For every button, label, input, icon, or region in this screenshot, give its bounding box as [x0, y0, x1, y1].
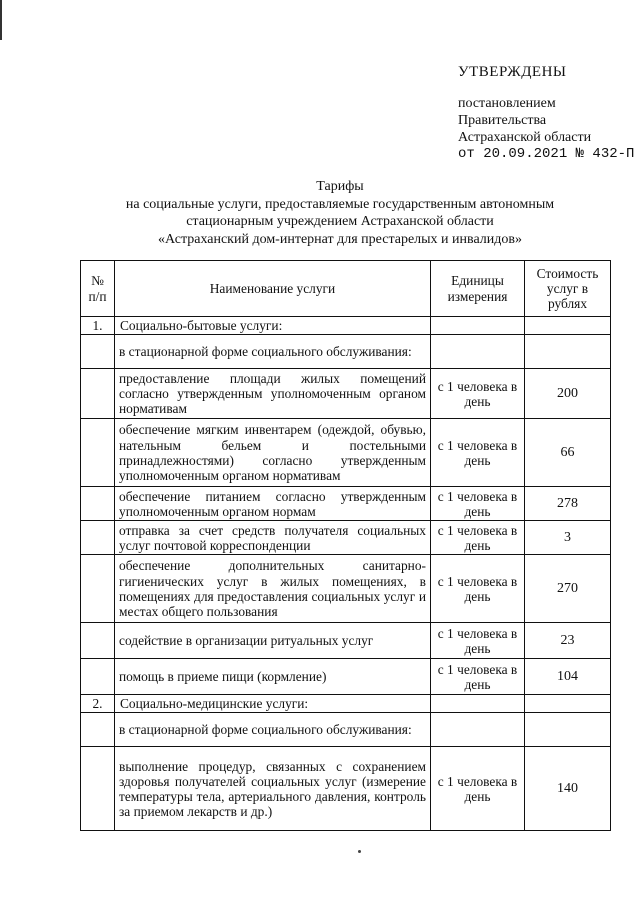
- scan-edge-mark: [0, 0, 2, 40]
- table-header-row: [81, 261, 611, 317]
- tariffs-table: [80, 260, 611, 831]
- cell-name: выполнение процедур, связанных с сохранением здоровья получателей социальных услуг (измерение температуры тела, артериального давления, контроль за приемом лекарств и др.): [115, 747, 431, 831]
- cell-no: [81, 521, 115, 555]
- title-main: Тарифы: [316, 179, 364, 194]
- cell-unit: с 1 человека в день: [431, 487, 525, 521]
- cell-cost: 200: [525, 369, 611, 419]
- cell-no: [81, 369, 115, 419]
- cell-cost: 23: [525, 623, 611, 659]
- title-line-3: «Астраханский дом-интернат для престарелых и инвалидов»: [157, 231, 523, 247]
- cell-cost: 104: [525, 659, 611, 695]
- cell-name: Социально-бытовые услуги:: [115, 317, 431, 335]
- cell-name: в стационарной форме социального обслуживания:: [115, 335, 431, 369]
- cell-name: обеспечение питанием согласно утвержденным уполномоченным органом нормам: [115, 487, 431, 521]
- cell-name: помощь в приеме пищи (кормление): [115, 659, 431, 695]
- header-unit: Единицы измерения: [431, 261, 525, 317]
- cell-no: [81, 623, 115, 659]
- cell-name: в стационарной форме социального обслуживания:: [115, 713, 431, 747]
- cell-name: отправка за счет средств получателя социальных услуг почтовой корреспонденции: [115, 521, 431, 555]
- cell-unit: [431, 713, 525, 747]
- table-row: [81, 747, 611, 831]
- title-line-2: стационарным учреждением Астраханской области: [186, 214, 494, 229]
- approval-block: [458, 64, 634, 163]
- cell-name: Социально-медицинские услуги:: [115, 695, 431, 713]
- approval-line-2: Правительства: [458, 113, 547, 128]
- header-no: № п/п: [81, 261, 115, 317]
- approval-line-1: постановлением: [458, 96, 556, 111]
- cell-no: [81, 747, 115, 831]
- cell-unit: [431, 317, 525, 335]
- cell-unit: с 1 человека в день: [431, 521, 525, 555]
- table-row: [81, 659, 611, 695]
- cell-no: [81, 487, 115, 521]
- table-row: [81, 713, 611, 747]
- cell-no: 1.: [81, 317, 115, 335]
- cell-no: 2.: [81, 695, 115, 713]
- table-row: [81, 521, 611, 555]
- approval-heading: УТВЕРЖДЕНЫ: [458, 64, 567, 80]
- cell-cost: 140: [525, 747, 611, 831]
- cell-unit: с 1 человека в день: [431, 555, 525, 623]
- cell-no: [81, 419, 115, 487]
- header-name: Наименование услуги: [115, 261, 431, 317]
- cell-unit: с 1 человека в день: [431, 623, 525, 659]
- approval-line-3: Астраханской области: [458, 130, 592, 145]
- cell-unit: с 1 человека в день: [431, 659, 525, 695]
- cell-no: [81, 713, 115, 747]
- cell-cost: [525, 713, 611, 747]
- cell-unit: с 1 человека в день: [431, 747, 525, 831]
- cell-name: обеспечение дополнительных санитарно-гигиенических услуг в жилых помещениях, в помещениях для предоставления социальных услуг и местах общего пользования: [115, 555, 431, 623]
- table-row: [81, 369, 611, 419]
- cell-cost: 270: [525, 555, 611, 623]
- cell-no: [81, 659, 115, 695]
- title-line-1: на социальные услуги, предоставляемые государственным автономным: [125, 196, 555, 212]
- cell-name: обеспечение мягким инвентарем (одеждой, обувью, нательным бельем и постельными принадлежностями) согласно утвержденным уполномоченным органом нормативам: [115, 419, 431, 487]
- table-row: [81, 335, 611, 369]
- table-row: [81, 317, 611, 335]
- scan-dot: [358, 850, 361, 853]
- header-cost: Стоимость услуг в рублях: [525, 261, 611, 317]
- cell-cost: [525, 695, 611, 713]
- cell-unit: [431, 695, 525, 713]
- table-row: [81, 555, 611, 623]
- table-row: [81, 419, 611, 487]
- cell-cost: 66: [525, 419, 611, 487]
- cell-unit: с 1 человека в день: [431, 419, 525, 487]
- cell-name: содействие в организации ритуальных услуг: [115, 623, 431, 659]
- cell-unit: с 1 человека в день: [431, 369, 525, 419]
- table-row: [81, 487, 611, 521]
- cell-cost: 3: [525, 521, 611, 555]
- cell-cost: [525, 317, 611, 335]
- document-title: [60, 178, 620, 248]
- table-row: [81, 623, 611, 659]
- cell-cost: 278: [525, 487, 611, 521]
- cell-no: [81, 335, 115, 369]
- table-row: [81, 695, 611, 713]
- cell-no: [81, 555, 115, 623]
- cell-unit: [431, 335, 525, 369]
- approval-date-line: от 20.09.2021 № 432-П: [458, 146, 635, 162]
- cell-name: предоставление площади жилых помещений согласно утвержденным уполномоченным органом нормативам: [115, 369, 431, 419]
- cell-cost: [525, 335, 611, 369]
